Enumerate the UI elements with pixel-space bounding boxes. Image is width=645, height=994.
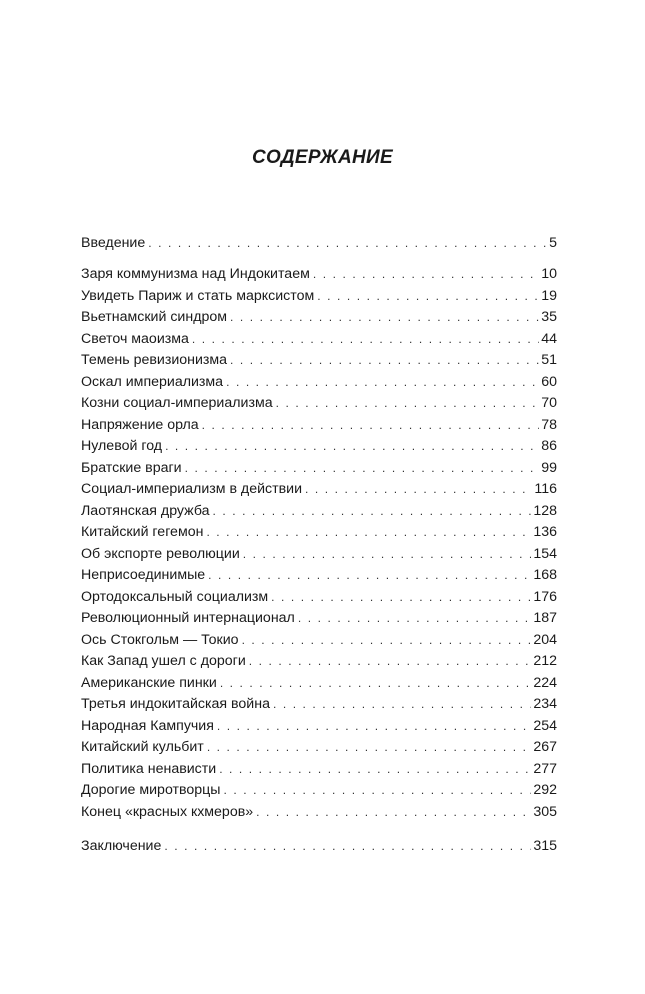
dot-leader [220,673,532,695]
toc-entry [81,415,557,437]
toc-entry-label: Нулевой год [81,438,163,454]
toc-entry-label: Неприсоединимые [81,567,206,583]
dot-leader [207,737,532,759]
toc-entry-page-number: 267 [533,739,557,755]
toc-entry [81,458,557,480]
toc-entry-page-number: 187 [533,610,557,626]
toc-entry-label: Дорогие миротворцы [81,782,221,798]
toc-entry-page-number: 168 [533,567,557,583]
toc-entry-label: Темень ревизионизма [81,352,228,368]
toc-entry-label: Политика ненависти [81,760,217,777]
toc-entry-page-number: 292 [533,782,557,798]
dot-leader [213,501,532,523]
toc-entry [81,759,557,781]
toc-entry [81,651,557,673]
dot-leader [230,350,539,372]
toc-entry-label: Заря коммунизма над Индокитаем [81,266,310,282]
toc-entry-page-number: 212 [533,653,557,669]
dot-leader [226,372,539,394]
toc-entry-page-number: 10 [541,266,557,282]
toc-entry-label: Об экспорте революции [81,545,240,562]
toc-entry [81,329,557,351]
toc-entry-page-number: 86 [541,438,557,454]
toc-entry-label: Козни социал-империализма [81,395,273,411]
dot-leader [202,415,540,437]
toc-entry [81,780,557,802]
toc-entry-page-number: 19 [541,287,557,304]
toc-entry-label: Ортодоксальный социализм [81,588,269,605]
toc-entry [81,544,557,566]
toc-entry-page-number: 204 [533,631,557,648]
toc-entry-label: Китайский гегемон [81,524,204,540]
toc-chapter-list [81,264,557,823]
toc-entry-page-number: 116 [534,481,557,497]
toc-entry [81,479,557,501]
toc-entry-label: Напряжение орла [81,416,199,433]
dot-leader [313,264,539,286]
toc-entry [81,716,557,738]
dot-leader [165,436,539,458]
toc-entry [81,501,557,523]
page-title: СОДЕРЖАНИЕ [252,147,393,168]
toc-conclusion-section [81,836,557,858]
toc-entry [81,673,557,695]
toc-entry-label: Введение [81,235,146,251]
dot-leader [242,630,532,652]
toc-entry-label: Народная Кампучия [81,717,214,734]
toc-entry-introduction [81,233,557,255]
toc-entry-label: Увидеть Париж и стать марксистом [81,287,315,304]
toc-entry-page-number: 224 [533,674,557,691]
toc-entry [81,565,557,587]
toc-entry [81,737,557,759]
toc-entry-page-number: 51 [541,352,557,368]
toc-entry-page-number: 315 [533,838,557,854]
toc-entry-page-number: 99 [541,459,557,476]
toc-entry-label: Вьетнамский синдром [81,309,228,325]
toc-entry-label: Третья индокитайская война [81,696,270,712]
dot-leader [164,836,531,858]
toc-entry [81,694,557,716]
toc-entry-label: Оскал империализма [81,373,224,390]
toc-entry-page-number: 44 [541,330,557,347]
toc-entry [81,630,557,652]
toc-entry-label: Социал-империализм в действии [81,481,302,497]
dot-leader [305,479,532,501]
toc-entry-page-number: 154 [533,545,557,562]
toc-intro-section [81,233,557,255]
toc-entry-page-number: 277 [533,760,557,777]
toc-entry-page-number: 5 [549,235,557,251]
dot-leader [243,544,532,566]
toc-entry-label: Революционный интернационал [81,610,295,626]
dot-leader [271,587,531,609]
dot-leader [273,694,531,716]
toc-entry-conclusion [81,836,557,858]
dot-leader [185,458,540,480]
toc-entry-label: Братские враги [81,459,182,476]
toc-entry [81,393,557,415]
toc-entry-label: Американские пинки [81,674,217,691]
toc-entry-page-number: 35 [541,309,557,325]
toc-entry-label: Как Запад ушел с дороги [81,653,246,669]
dot-leader [206,522,531,544]
dot-leader [249,651,532,673]
dot-leader [224,780,532,802]
toc-entry [81,522,557,544]
dot-leader [192,329,539,351]
dot-leader [317,286,539,308]
toc-entry-page-number: 60 [541,373,557,390]
toc-entry-page-number: 305 [533,803,557,820]
toc-entry [81,608,557,630]
dot-leader [276,393,540,415]
toc-entry-page-number: 78 [541,416,557,433]
toc-entry [81,436,557,458]
toc-entry-page-number: 136 [533,524,557,540]
toc-entry-page-number: 176 [533,588,557,605]
toc-entry-page-number: 70 [541,395,557,411]
dot-leader [230,307,539,329]
toc-entry-label: Заключение [81,838,162,854]
toc-entry-page-number: 254 [533,717,557,734]
toc-entry-label: Конец «красных кхмеров» [81,803,254,820]
toc-entry-label: Ось Стокгольм — Токио [81,631,239,648]
toc-entry [81,350,557,372]
dot-leader [208,565,531,587]
toc-entry [81,307,557,329]
dot-leader [219,759,531,781]
toc-entry-label: Китайский кульбит [81,739,204,755]
toc-entry [81,264,557,286]
toc-entry-label: Светоч маоизма [81,330,189,347]
toc-entry-label: Лаотянская дружба [81,502,210,519]
toc-entry-page-number: 234 [533,696,557,712]
toc-entry-page-number: 128 [533,502,557,519]
toc-entry [81,286,557,308]
toc-entry [81,587,557,609]
dot-leader [298,608,531,630]
toc-entry [81,802,557,824]
dot-leader [217,716,531,738]
dot-leader [148,233,547,255]
toc-entry [81,372,557,394]
dot-leader [256,802,531,824]
